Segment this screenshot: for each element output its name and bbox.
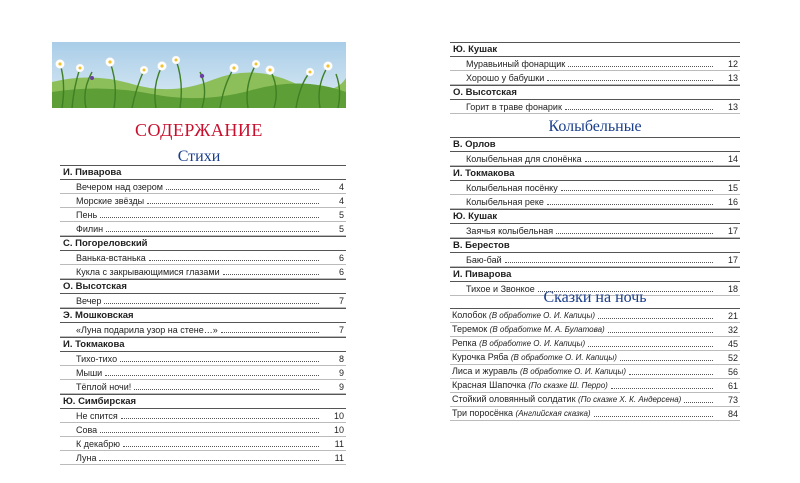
toc-entry[interactable]: [450, 351, 740, 365]
toc-entry-note: (По сказке Х. К. Андерсена): [578, 395, 682, 404]
toc-author: Э. Мошковская: [60, 308, 346, 323]
toc-entry-page: 9: [338, 368, 344, 378]
toc-author: О. Высотская: [450, 85, 740, 100]
toc-entry[interactable]: [60, 451, 346, 465]
dot-leader: [585, 161, 713, 162]
toc-author: И. Токмакова: [450, 166, 740, 181]
toc-entry[interactable]: [450, 100, 740, 114]
toc-entry[interactable]: [60, 180, 346, 194]
toc-entry-note: (По сказке Ш. Перро): [528, 381, 608, 390]
toc-entry-page: 56: [727, 367, 738, 377]
toc-entry-page: 9: [338, 382, 344, 392]
toc-entry-page: 7: [338, 325, 344, 335]
toc-entry-page: 12: [727, 59, 738, 69]
section-title-lullabies: Колыбельные: [548, 118, 642, 135]
toc-author: Ю. Кушак: [450, 42, 740, 57]
toc-entry-page: 84: [727, 409, 738, 419]
toc-entry-title: Теремок (В обработке М. А. Булатова): [452, 324, 605, 334]
toc-entry-title: К декабрю: [76, 439, 121, 449]
toc-entry-page: 17: [727, 255, 738, 265]
toc-entry-page: 7: [338, 296, 344, 306]
toc-author: О. Высотская: [60, 279, 346, 294]
toc-entry-page: 52: [727, 353, 738, 363]
toc-entry[interactable]: [60, 294, 346, 308]
toc-entry-page: 8: [338, 354, 344, 364]
toc-entry[interactable]: [450, 181, 740, 195]
dot-leader: [568, 66, 713, 67]
dot-leader: [147, 203, 319, 204]
toc-entry-title: Три поросёнка (Английская сказка): [452, 408, 591, 418]
toc-entry-page: 6: [338, 267, 344, 277]
toc-lullabies: [450, 137, 740, 296]
toc-entry-page: 10: [333, 411, 344, 421]
toc-entry[interactable]: [60, 194, 346, 208]
toc-tales: [450, 308, 740, 421]
toc-author: В. Орлов: [450, 137, 740, 152]
toc-entry[interactable]: [60, 352, 346, 366]
toc-entry-title: Тёплой ночи!: [76, 382, 132, 392]
toc-author: И. Токмакова: [60, 337, 346, 352]
toc-entry-title: Стойкий оловянный солдатик (По сказке Х. К. Андерсена): [452, 394, 682, 404]
toc-entry[interactable]: [60, 423, 346, 437]
toc-poems: [60, 165, 346, 465]
dot-leader: [121, 418, 319, 419]
toc-entry-page: 10: [333, 425, 344, 435]
toc-entry[interactable]: [60, 437, 346, 451]
toc-entry-page: 73: [727, 395, 738, 405]
toc-entry-title: Вечер: [76, 296, 102, 306]
toc-entry[interactable]: [60, 265, 346, 279]
toc-entry-title: Колыбельная посёнку: [466, 183, 558, 193]
toc-author: И. Пиварова: [450, 267, 740, 282]
dot-leader: [588, 346, 713, 347]
dot-leader: [149, 260, 319, 261]
toc-entry-title: Кукла с закрывающимися глазами: [76, 267, 220, 277]
toc-entry-page: 32: [727, 325, 738, 335]
dot-leader: [104, 303, 319, 304]
dot-leader: [611, 388, 713, 389]
toc-entry-page: 6: [338, 253, 344, 263]
dot-leader: [166, 189, 319, 190]
dot-leader: [561, 190, 713, 191]
toc-entry-note: (В обработке О. И. Капицы): [510, 353, 617, 362]
toc-entry-title: Тихо-тихо: [76, 354, 118, 364]
right-page: [400, 0, 800, 483]
toc-entry-page: 16: [727, 197, 738, 207]
toc-entry-title: Морские звёзды: [76, 196, 145, 206]
toc-entry[interactable]: [450, 309, 740, 323]
toc-entry-title: Мыши: [76, 368, 103, 378]
toc-entry-title: «Луна подарила узор на стене…»: [76, 325, 218, 335]
toc-entry[interactable]: [60, 222, 346, 236]
toc-entry-note: (В обработке О. И. Капицы): [479, 339, 586, 348]
dot-leader: [556, 233, 713, 234]
toc-entry-title: Вечером над озером: [76, 182, 163, 192]
toc-poems-continued: [450, 42, 740, 114]
toc-entry-page: 4: [338, 182, 344, 192]
dot-leader: [134, 389, 319, 390]
toc-entry[interactable]: [450, 57, 740, 71]
toc-author: В. Берестов: [450, 238, 740, 253]
toc-entry-title: Заячья колыбельная: [466, 226, 554, 236]
toc-entry-title: Филин: [76, 224, 104, 234]
dot-leader: [547, 80, 713, 81]
toc-author: И. Пиварова: [60, 165, 346, 180]
dot-leader: [100, 432, 319, 433]
toc-entry-title: Пень: [76, 210, 98, 220]
toc-author: Ю. Симбирская: [60, 394, 346, 409]
toc-entry-page: 5: [338, 210, 344, 220]
toc-entry[interactable]: [450, 323, 740, 337]
dot-leader: [106, 231, 319, 232]
toc-entry[interactable]: [450, 253, 740, 267]
toc-entry[interactable]: [450, 393, 740, 407]
toc-entry[interactable]: [450, 71, 740, 85]
toc-entry[interactable]: [450, 337, 740, 351]
dot-leader: [505, 262, 713, 263]
dot-leader: [223, 274, 319, 275]
toc-entry-title: Сова: [76, 425, 98, 435]
toc-entry[interactable]: [450, 407, 740, 421]
toc-entry-title: Горит в траве фонарик: [466, 102, 562, 112]
toc-entry[interactable]: [450, 195, 740, 209]
toc-entry-note: (В обработке О. И. Капицы): [489, 311, 596, 320]
dot-leader: [684, 402, 713, 403]
toc-entry-note: (В обработке М. А. Булатова): [489, 325, 605, 334]
toc-entry-title: Курочка Ряба (В обработке О. И. Капицы): [452, 352, 617, 362]
toc-author: Ю. Кушак: [450, 209, 740, 224]
toc-entry[interactable]: [60, 208, 346, 222]
dot-leader: [123, 446, 319, 447]
toc-entry-page: 14: [727, 154, 738, 164]
meadow-chamomile-illustration: [52, 42, 346, 108]
toc-entry-title: Ванька-встанька: [76, 253, 146, 263]
dot-leader: [221, 332, 319, 333]
dot-leader: [598, 318, 713, 319]
contents-title: СОДЕРЖАНИЕ: [135, 120, 263, 140]
toc-entry[interactable]: [60, 251, 346, 265]
dot-leader: [547, 204, 713, 205]
toc-entry-title: Хорошо у бабушки: [466, 73, 545, 83]
toc-entry-title: Луна: [76, 453, 97, 463]
toc-entry-title: Репка (В обработке О. И. Капицы): [452, 338, 586, 348]
toc-entry-title: Тихое и Звонкое: [466, 284, 535, 294]
toc-entry-page: 15: [727, 183, 738, 193]
dot-leader: [620, 360, 713, 361]
toc-entry-page: 18: [727, 284, 738, 294]
section-title-tales: Сказки на ночь: [543, 289, 647, 306]
dot-leader: [629, 374, 713, 375]
toc-entry-page: 11: [334, 453, 344, 463]
dot-leader: [120, 361, 319, 362]
toc-entry[interactable]: [60, 409, 346, 423]
toc-entry-page: 45: [727, 339, 738, 349]
toc-entry-note: (Английская сказка): [515, 409, 591, 418]
toc-entry-title: Красная Шапочка (По сказке Ш. Перро): [452, 380, 608, 390]
dot-leader: [105, 375, 319, 376]
toc-entry-page: 13: [727, 102, 738, 112]
toc-entry-page: 11: [334, 439, 344, 449]
dot-leader: [608, 332, 713, 333]
toc-entry[interactable]: [450, 379, 740, 393]
toc-entry-note: (В обработке О. И. Капицы): [520, 367, 627, 376]
toc-entry-page: 17: [727, 226, 738, 236]
toc-entry[interactable]: [450, 365, 740, 379]
toc-entry-title: Колыбельная реке: [466, 197, 544, 207]
toc-entry-page: 5: [338, 224, 344, 234]
toc-entry-title: Колобок (В обработке О. И. Капицы): [452, 310, 596, 320]
toc-entry[interactable]: [450, 152, 740, 166]
toc-entry-title: Муравьиный фонарщик: [466, 59, 566, 69]
toc-entry[interactable]: [60, 366, 346, 380]
toc-entry-page: 4: [338, 196, 344, 206]
dot-leader: [100, 217, 319, 218]
dot-leader: [594, 416, 713, 417]
toc-entry-title: Лиса и журавль (В обработке О. И. Капицы): [452, 366, 627, 376]
dot-leader: [565, 109, 713, 110]
toc-entry[interactable]: [450, 224, 740, 238]
toc-entry-title: Не спится: [76, 411, 118, 421]
toc-entry[interactable]: [60, 380, 346, 394]
toc-entry-page: 21: [727, 311, 738, 321]
toc-entry[interactable]: [60, 323, 346, 337]
dot-leader: [99, 460, 319, 461]
toc-entry-page: 13: [727, 73, 738, 83]
toc-entry-title: Колыбельная для слонёнка: [466, 154, 582, 164]
toc-author: С. Погореловский: [60, 236, 346, 251]
toc-entry-page: 61: [727, 381, 738, 391]
section-title-poems: Стихи: [177, 148, 221, 165]
toc-entry-title: Баю-бай: [466, 255, 502, 265]
